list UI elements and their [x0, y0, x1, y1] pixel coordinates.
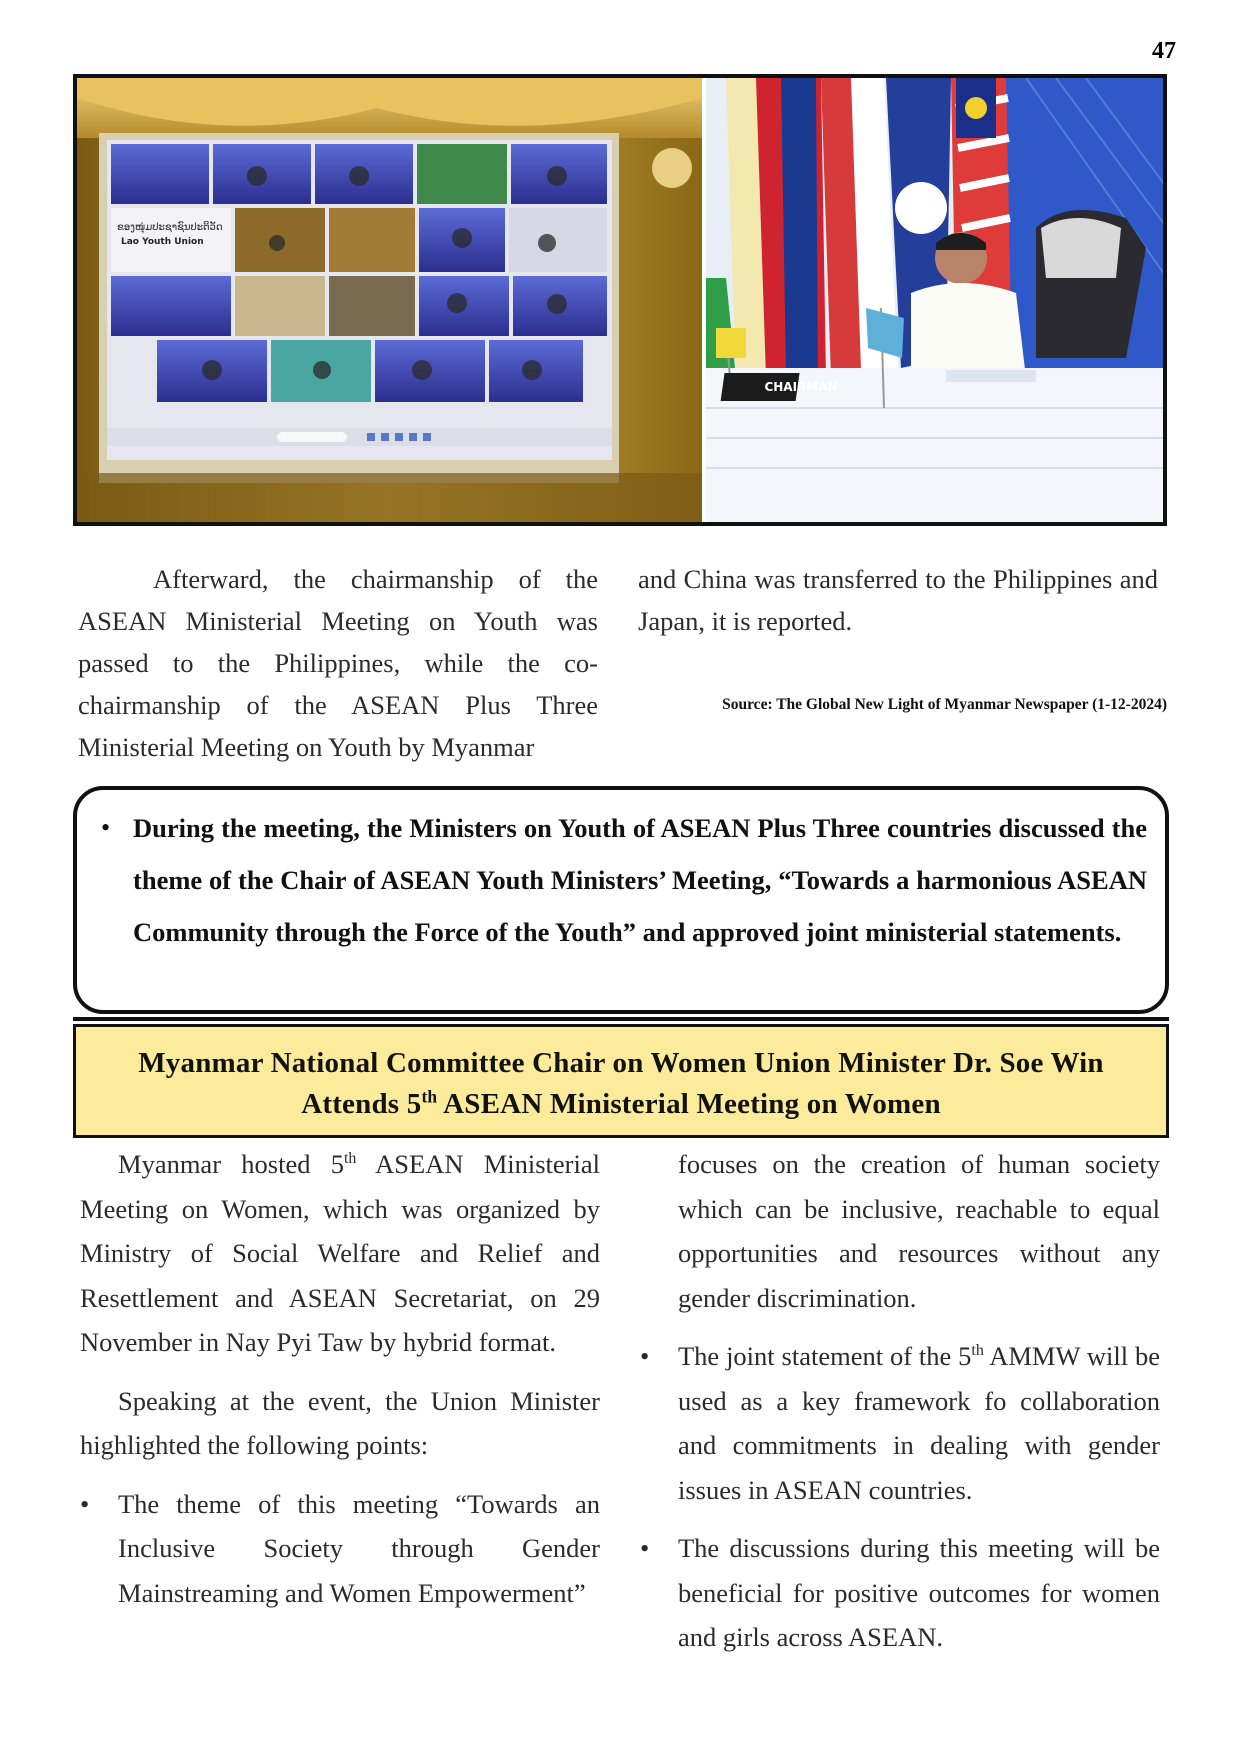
- bullet-text-discussions: The discussions during this meeting will be beneficial for positive outcomes for women and girls across ASEAN.: [678, 1533, 1160, 1652]
- chairman-nameplate: CHAIRMAN: [764, 380, 838, 394]
- article1-paragraph: Afterward, the chairmanship of the ASEAN Ministerial Meeting on Youth was passed to the Philippines, while the co-chairmanship of the ASEAN Plus Three Ministerial Meeting on Youth by Myanmar: [78, 564, 598, 762]
- video-conference-screen-photo: [77, 78, 702, 522]
- lao-caption-line1: ຂອງໜຸ່ມປະຊາຊົນປະຕິວັດ: [117, 222, 223, 233]
- article2-intro-paragraph: Myanmar hosted 5th ASEAN Ministerial Meeting on Women, which was organized by Ministry of Social Welfare and Relief and Resettlement and ASEAN Secretariat, on 29 November in Nay Pyi Taw by hybrid format.: [80, 1149, 600, 1357]
- list-item: [640, 1334, 1160, 1512]
- highlight-text: During the meeting, the Ministers on Youth of ASEAN Plus Three countries discussed the theme of the Chair of ASEAN Youth Ministers’ Meeting, “Towards a harmonious ASEAN Community through the Force of the Youth” and approved joint ministerial statements.: [133, 813, 1147, 947]
- chairman-flags-illustration: [706, 78, 1163, 522]
- conference-screen-illustration: [77, 78, 702, 522]
- bullet-dot: •: [640, 1341, 650, 1371]
- list-item-continued: [640, 1142, 1160, 1320]
- lao-caption-line2: Lao Youth Union: [121, 237, 204, 247]
- list-item: [640, 1526, 1160, 1660]
- chairman-photo: [702, 78, 1163, 522]
- bullet-text-theme: The theme of this meeting “Towards an Inclusive Society through Gender Mainstreaming and Women Empowerment”: [118, 1488, 600, 1608]
- article1-paragraph-continued: and China was transferred to the Philippines and Japan, it is reported.: [638, 564, 1158, 636]
- bullet-text-joint-statement: The joint statement of the 5th AMMW will be used as a key framework fo collaboration and commitments in dealing with gender issues in ASEAN countries.: [678, 1341, 1160, 1505]
- bullet-dot: •: [80, 1488, 90, 1519]
- heading-line-1: Myanmar National Committee Chair on Women Union Minister Dr. Soe Win: [138, 1047, 1104, 1079]
- photo-strip: [73, 74, 1167, 526]
- highlight-box: [73, 786, 1169, 1014]
- article2-column-left: [80, 1142, 600, 1615]
- bullet-dot: •: [640, 1533, 650, 1563]
- article1-column-right: [638, 558, 1158, 642]
- source-citation: Source: The Global New Light of Myanmar Newspaper (1-12-2024): [722, 696, 1167, 713]
- article2-column-right: [640, 1142, 1160, 1660]
- page-number: 47: [1152, 38, 1176, 64]
- article2-points-intro: Speaking at the event, the Union Minister highlighted the following points:: [80, 1385, 600, 1460]
- bullet-text-theme-continued: focuses on the creation of human society which can be inclusive, reachable to equal opportunities and resources without any gender discrimination.: [678, 1149, 1160, 1313]
- heading-rule: [73, 1017, 1169, 1021]
- heading-line-2: Attends 5th ASEAN Ministerial Meeting on Women: [301, 1086, 941, 1120]
- list-item: [80, 1482, 600, 1616]
- bullet-dot: •: [101, 813, 111, 842]
- article1-column-left: [78, 558, 598, 768]
- section-heading: [73, 1024, 1169, 1138]
